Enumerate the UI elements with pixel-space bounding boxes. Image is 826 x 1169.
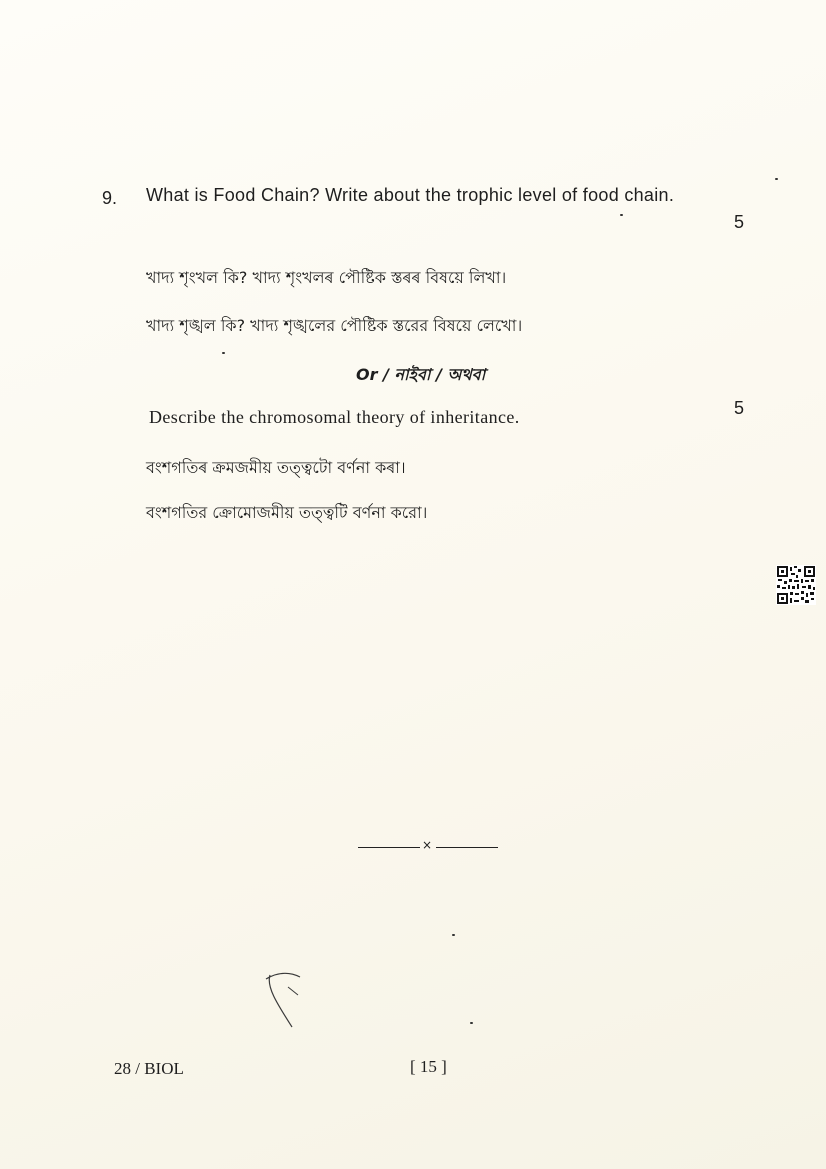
scan-speck	[620, 214, 623, 216]
scan-speck	[470, 1022, 473, 1024]
alternative-question-marks: 5	[734, 398, 745, 418]
scan-speck	[452, 934, 455, 936]
alternative-question-assamese: বংশগতিৰ ক্ৰমজমীয় তত্ত্বটো বৰ্ণনা কৰা।	[146, 458, 406, 477]
end-line-right	[436, 847, 498, 848]
end-line-left	[358, 847, 420, 848]
question-text-assamese: খাদ্য শৃংখল কি? খাদ্য শৃংখলৰ পৌষ্টিক স্তৰৰ বিষয়ে লিখা।	[146, 268, 507, 287]
question-number: 9.	[102, 188, 118, 208]
scan-speck	[775, 178, 778, 180]
or-separator: Or / নাইবা / অথবা	[356, 365, 486, 384]
page-number: [ 15 ]	[410, 1057, 447, 1076]
end-cross: ×	[422, 838, 433, 852]
end-of-paper-mark	[358, 838, 498, 856]
alternative-question-english: Describe the chromosomal theory of inheritance.	[149, 407, 520, 427]
paper-code: 28 / BIOL	[114, 1059, 184, 1078]
qr-code-icon	[776, 565, 816, 605]
question-marks: 5	[734, 212, 745, 232]
scan-speck	[222, 352, 225, 354]
question-text-english: What is Food Chain? Write about the trophic level of food chain.	[146, 185, 675, 205]
pen-scribble	[258, 965, 328, 1035]
question-text-bengali: খাদ্য শৃঙ্খল কি? খাদ্য শৃঙ্খলের পৌষ্টিক স্তরের বিষয়ে লেখো।	[146, 316, 523, 335]
alternative-question-bengali: বংশগতির ক্রোমোজমীয় তত্ত্বটি বর্ণনা করো।	[146, 503, 428, 522]
